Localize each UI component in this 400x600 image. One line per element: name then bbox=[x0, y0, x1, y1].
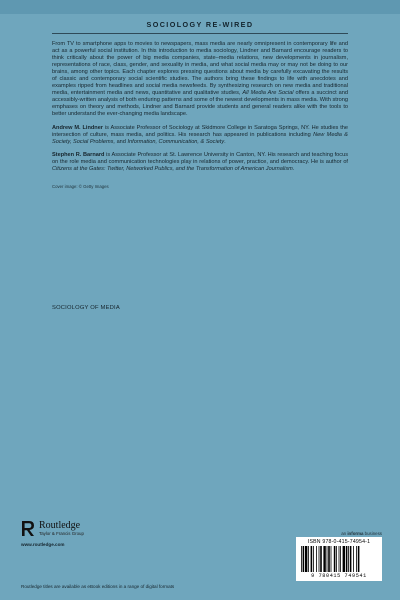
barcode-bar bbox=[336, 546, 337, 572]
barcode-bar bbox=[319, 546, 320, 572]
publisher-name: Routledge bbox=[39, 520, 81, 531]
barcode-bar bbox=[343, 546, 345, 572]
barcode-bar bbox=[334, 546, 336, 572]
publisher-block bbox=[21, 520, 84, 547]
barcode-bar bbox=[305, 546, 307, 572]
barcode-bars bbox=[299, 546, 379, 572]
informa-prefix: an bbox=[341, 531, 348, 536]
informa-suffix: business bbox=[363, 531, 382, 536]
barcode-bar bbox=[320, 546, 322, 572]
barcode-bar bbox=[311, 546, 313, 572]
barcode-bar bbox=[340, 546, 341, 572]
author2-book-title: Citizens at the Gates: Twitter, Networked Publics, and the Transformation of American Journalism bbox=[52, 165, 293, 172]
description-text-a: From TV to smartphone apps to movies to newspapers, mass media are nearly omnipresent in contemporary life and act as a powerful social institution. In this introduction to media sociology, Lindner and Barnard encourage readers to think critically about the power of big media companies, state–media relations, new developments in journalism, representations of race, class, gender, and sexuality in media, and what social media may or may not be doing to our brains, among other topics. Each chapter explores pressing questions about media by carefully excavating the results of classic and contemporary social scientific studies. The authors bring these findings to life with anecdotes and examples ripped from headlines and social media newsfeeds. By synthesizing research on new media and traditional media, entertainment media and news, quantitative and qualitative studies, bbox=[52, 41, 348, 97]
barcode-bar bbox=[331, 546, 332, 572]
publisher-url: www.routledge.com bbox=[21, 542, 65, 547]
subject-category: SOCIOLOGY OF MEDIA bbox=[52, 305, 120, 311]
isbn-digits: 9 780415 749541 bbox=[311, 573, 367, 579]
barcode-bar bbox=[346, 546, 348, 572]
barcode-bar bbox=[358, 546, 360, 572]
routledge-logo-icon bbox=[21, 520, 35, 537]
back-cover-text bbox=[52, 41, 348, 190]
barcode-bar bbox=[348, 546, 349, 572]
barcode-bar bbox=[356, 546, 357, 572]
barcode-bar bbox=[308, 546, 309, 572]
series-title: SOCIOLOGY RE-WIRED bbox=[146, 20, 254, 29]
book-title-inline: All Media Are Social bbox=[242, 90, 294, 97]
description-paragraph bbox=[52, 41, 348, 119]
barcode-bar bbox=[303, 546, 305, 572]
barcode-bar bbox=[353, 546, 354, 572]
description-text-b: offers a succinct and accessibly-written analysis of both enduring patterns and some of the newest developments in mass media. With strong emphases on theory and methods, Lindner and Barnard provide students and general readers alike with the tools to better understand the ever-changing media landscape. bbox=[52, 90, 348, 118]
author1-bio-text-a: is Associate Professor of Sociology at Skidmore College in Saratoga Springs, NY. He studies the intersection of culture, mass media, and politics. His research has appeared in publications including bbox=[52, 124, 348, 138]
barcode-bar bbox=[328, 546, 330, 572]
author2-bio-text-c: . bbox=[292, 165, 295, 172]
author1-name: Andrew M. Lindner bbox=[52, 124, 103, 131]
barcode-bar bbox=[301, 546, 302, 572]
barcode-bar bbox=[316, 546, 317, 572]
barcode-bar bbox=[313, 546, 314, 572]
author1-publications-2: Information, Communication, & Society bbox=[127, 138, 225, 145]
top-band bbox=[0, 0, 400, 14]
author1-bio bbox=[52, 125, 348, 146]
isbn-barcode bbox=[296, 537, 382, 581]
informa-brand: informa bbox=[347, 531, 364, 536]
author2-bio bbox=[52, 152, 348, 173]
barcode-bar bbox=[323, 546, 325, 572]
barcode-bar bbox=[327, 546, 328, 572]
barcode-bar bbox=[339, 546, 340, 572]
informa-tagline bbox=[296, 531, 382, 536]
author2-name: Stephen R. Barnard bbox=[52, 151, 105, 158]
cover-credit: Cover image: © Getty Images bbox=[52, 183, 109, 189]
isbn-label: ISBN 978-0-415-74954-1 bbox=[307, 539, 371, 545]
barcode-bar bbox=[350, 546, 352, 572]
author1-bio-text-b: and bbox=[115, 138, 128, 145]
author2-bio-text-a: is Associate Professor at St. Lawrence University in Canton, NY. His research and teaching focus on the role media and communication technologies play in relations of power, practice, and democracy. He is author of bbox=[52, 151, 348, 165]
author1-bio-text-c: . bbox=[224, 138, 226, 145]
publisher-group: Taylor & Francis Group bbox=[39, 531, 84, 536]
author1-publications: New Media & Society, Social Problems, bbox=[52, 131, 348, 145]
series-rule bbox=[52, 33, 348, 34]
ebook-note: Routledge titles are available as eBook editions in a range of digital formats bbox=[21, 584, 175, 589]
